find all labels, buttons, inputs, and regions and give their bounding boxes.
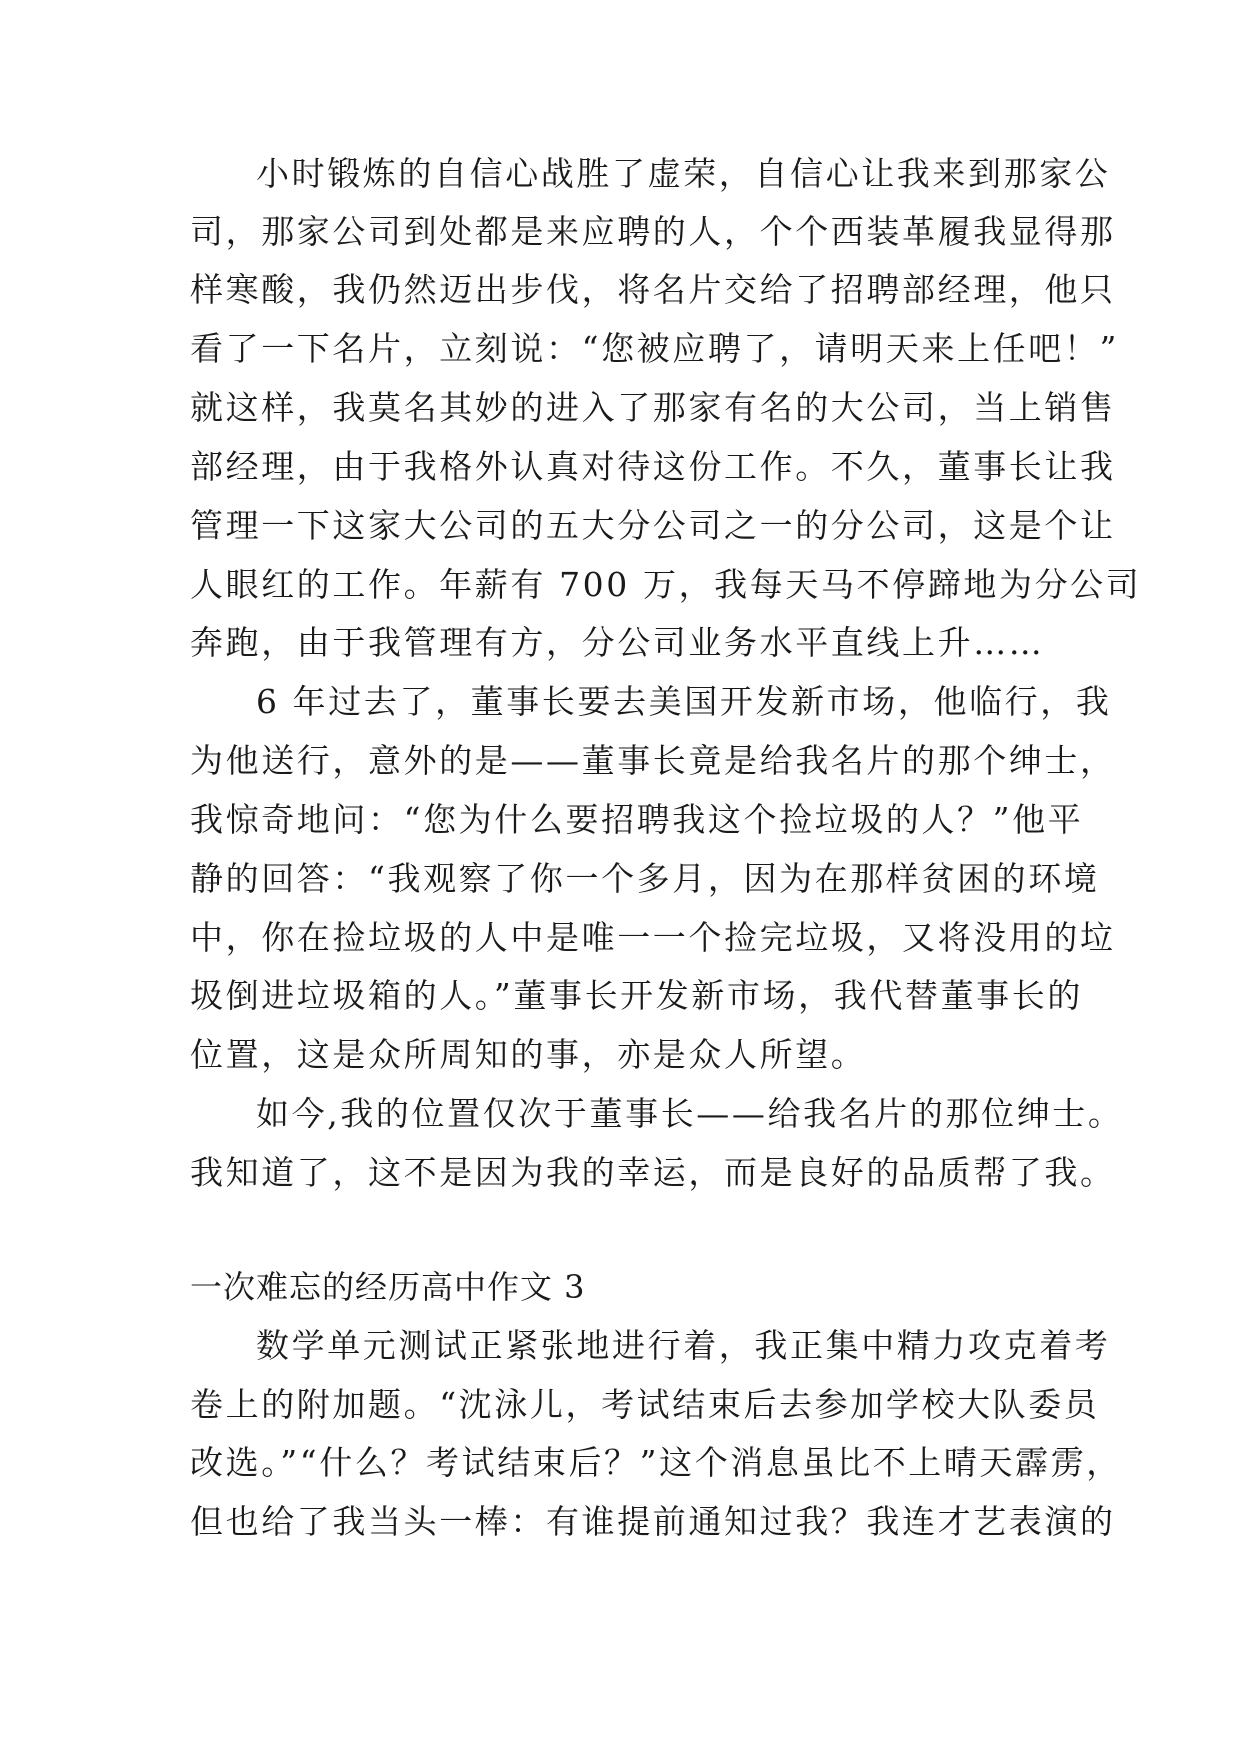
text-line: 中，你在捡垃圾的人中是唯一一个捡完垃圾，又将没用的垃: [190, 918, 1116, 957]
text-line: 圾倒进垃圾箱的人。”董事长开发新市场，我代替董事长的: [190, 976, 1083, 1015]
text-line: 卷上的附加题。“沈泳儿，考试结束后去参加学校大队委员: [190, 1385, 1100, 1424]
text-line: 但也给了我当头一棒：有谁提前通知过我？我连才艺表演的: [190, 1502, 1116, 1541]
text-line: 6 年过去了，董事长要去美国开发新市场，他临行，我: [256, 682, 1112, 721]
text-line: 改选。”“什么？考试结束后？”这个消息虽比不上晴天霹雳，: [190, 1443, 1122, 1482]
text-line: 部经理，由于我格外认真对待这份工作。不久，董事长让我: [190, 447, 1116, 486]
text-line: 就这样，我莫名其妙的进入了那家有名的大公司，当上销售: [190, 388, 1116, 427]
text-line: 我知道了，这不是因为我的幸运，而是良好的品质帮了我。: [190, 1153, 1116, 1192]
text-line: 奔跑，由于我管理有方，分公司业务水平直线上升……: [190, 623, 1045, 662]
text-line: 看了一下名片，立刻说：“您被应聘了，请明天来上任吧！”: [190, 329, 1119, 368]
text-line: 如今,我的位置仅次于董事长——给我名片的那位绅士。: [256, 1094, 1124, 1133]
text-line: 静的回答：“我观察了你一个多月，因为在那样贫困的环境: [190, 859, 1100, 898]
text-line: 为他送行，意外的是——董事长竟是给我名片的那个绅士，: [190, 741, 1116, 780]
text-line: 小时锻炼的自信心战胜了虚荣，自信心让我来到那家公: [256, 154, 1111, 193]
text-line: 位置，这是众所周知的事，亦是众人所望。: [190, 1035, 867, 1074]
text-line: 人眼红的工作。年薪有 700 万，我每天马不停蹄地为分公司: [190, 565, 1142, 604]
text-line: 管理一下这家大公司的五大分公司之一的分公司，这是个让: [190, 506, 1116, 545]
text-line: 司，那家公司到处都是来应聘的人，个个西装革履我显得那: [190, 212, 1116, 251]
text-line: 我惊奇地问：“您为什么要招聘我这个捡垃圾的人？”他平: [190, 800, 1084, 839]
section-heading: 一次难忘的经历高中作文 3: [190, 1268, 586, 1306]
text-line: 样寒酸，我仍然迈出步伐，将名片交给了招聘部经理，他只: [190, 270, 1116, 309]
text-line: 数学单元测试正紧张地进行着，我正集中精力攻克着考: [256, 1326, 1111, 1365]
